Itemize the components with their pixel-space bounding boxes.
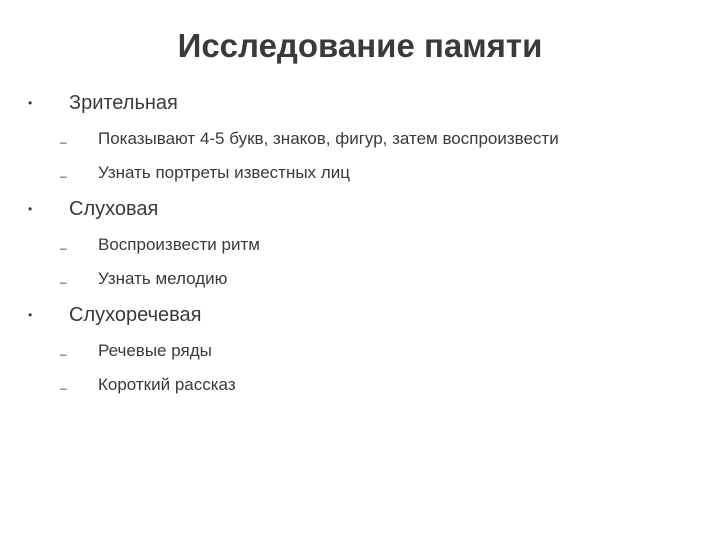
sub-bullet-item <box>0 156 720 190</box>
section-auditory <box>0 190 720 296</box>
sub-bullet-item <box>0 262 720 296</box>
section-auditory-verbal <box>0 296 720 402</box>
sub-bullet-label: Речевые ряды <box>98 341 212 360</box>
bullet-marker: • <box>28 202 33 216</box>
bullet-item <box>0 190 720 228</box>
sub-bullet-label: Узнать портреты известных лиц <box>98 163 350 182</box>
bullet-item <box>0 296 720 334</box>
sub-bullet-item <box>0 368 720 402</box>
bullet-label: Зрительная <box>69 92 178 114</box>
dash-marker: – <box>60 347 67 361</box>
section-visual <box>0 84 720 190</box>
sub-bullet-item <box>0 228 720 262</box>
sub-bullet-label: Показывают 4-5 букв, знаков, фигур, затем воспроизвести <box>98 129 559 148</box>
sub-bullet-item <box>0 334 720 368</box>
sub-bullet-label: Короткий рассказ <box>98 375 236 394</box>
bullet-marker: • <box>28 308 33 322</box>
dash-marker: – <box>60 381 67 395</box>
sub-bullet-label: Воспроизвести ритм <box>98 235 260 254</box>
bullet-item <box>0 84 720 122</box>
bullet-label: Слухоречевая <box>69 304 202 326</box>
slide-title: Исследование памяти <box>177 27 543 64</box>
bullet-outline <box>0 84 720 402</box>
dash-marker: – <box>60 241 67 255</box>
sub-bullet-label: Узнать мелодию <box>98 269 228 288</box>
dash-marker: – <box>60 275 67 289</box>
dash-marker: – <box>60 169 67 183</box>
sub-bullet-item <box>0 122 720 156</box>
bullet-label: Слуховая <box>69 198 159 220</box>
bullet-marker: • <box>28 96 33 110</box>
dash-marker: – <box>60 135 67 149</box>
